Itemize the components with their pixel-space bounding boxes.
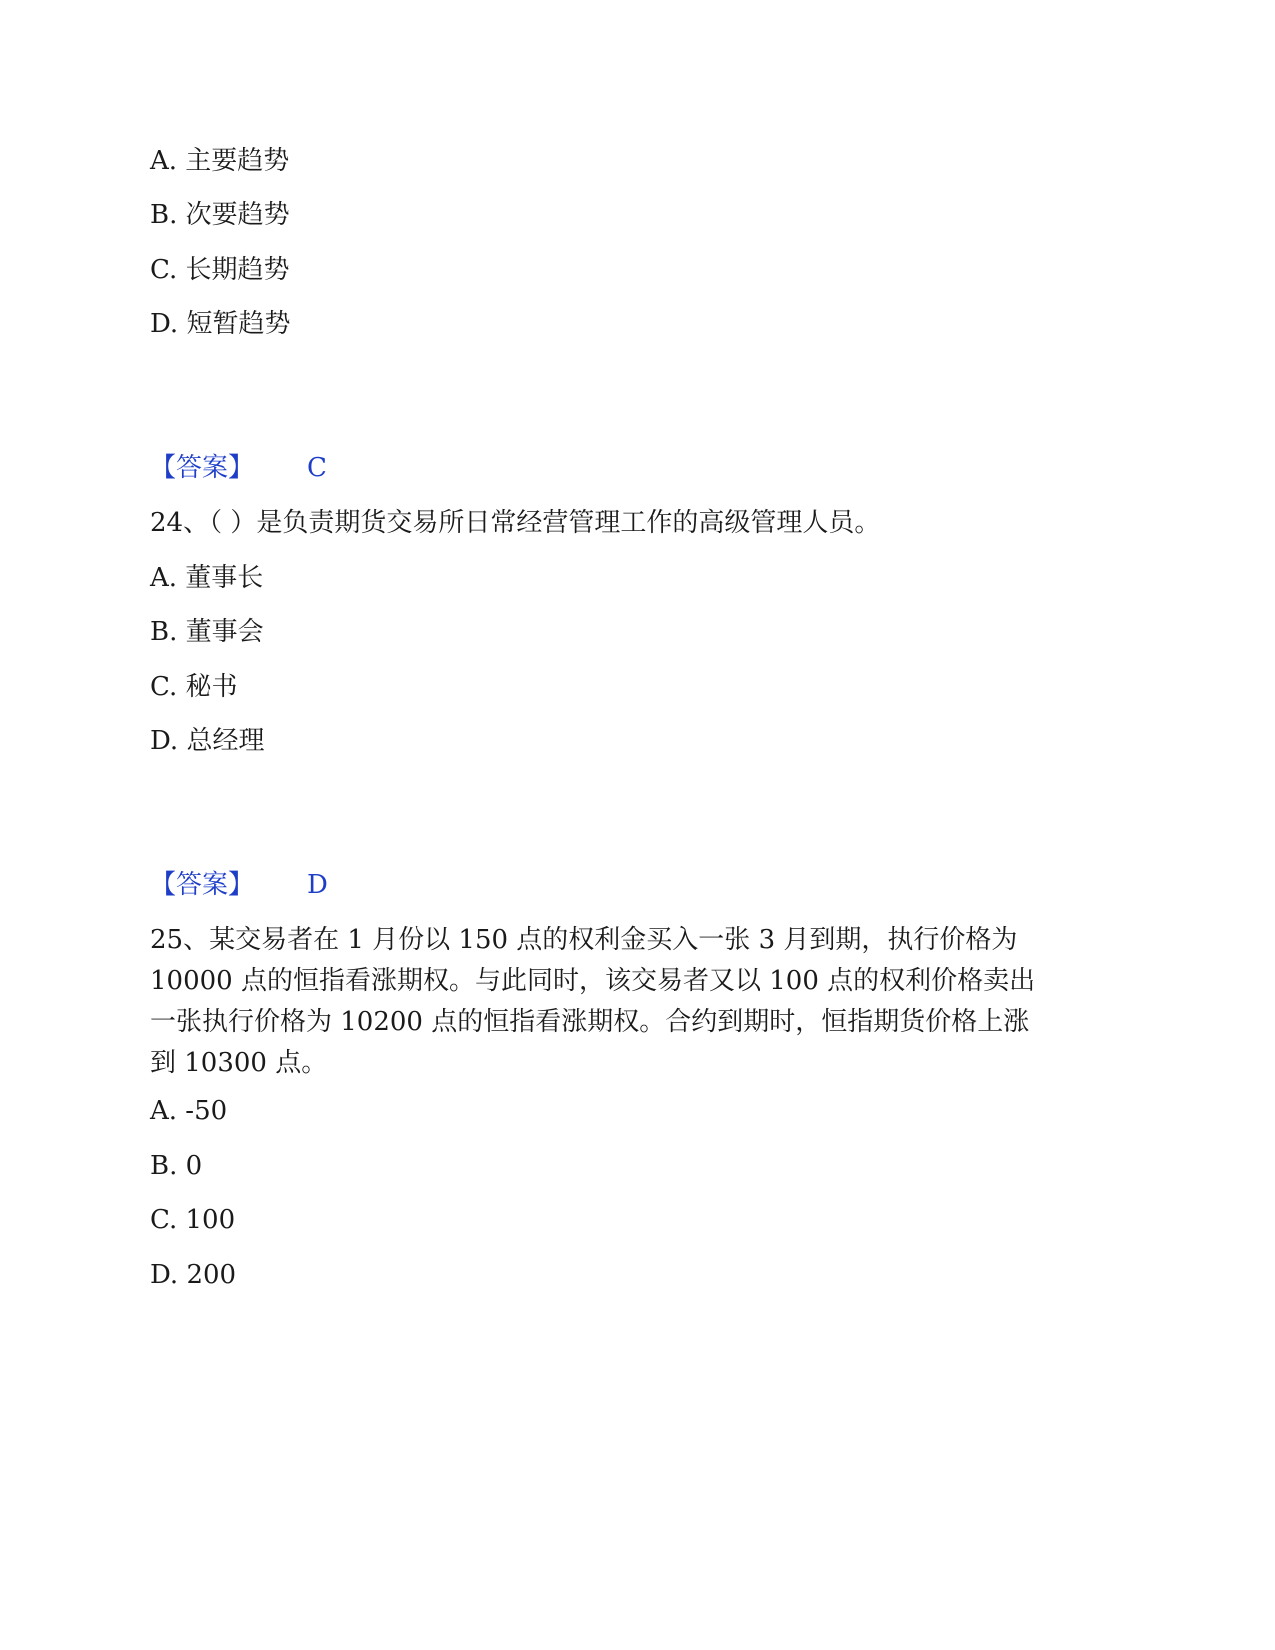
option-b: B. 董事会: [150, 617, 264, 647]
question-line: 10000 点的恒指看涨期权。与此同时，该交易者又以 100 点的权利价格卖出: [150, 966, 1036, 996]
answer-label: 【答案】: [150, 870, 255, 900]
question-24-text: 24、（ ）是负责期货交易所日常经营管理工作的高级管理人员。: [150, 508, 881, 538]
option-b: B. 次要趋势: [150, 200, 290, 230]
answer-value: C: [307, 453, 327, 483]
option-c: C. 秘书: [150, 672, 238, 702]
option-d: D. 200: [150, 1260, 237, 1290]
answer-row: [150, 868, 328, 902]
option-b: B. 0: [150, 1151, 203, 1181]
option-c: C. 长期趋势: [150, 255, 290, 285]
answer-value: D: [307, 870, 328, 900]
option-d: D. 总经理: [150, 726, 265, 756]
option-a: A. 主要趋势: [150, 146, 290, 176]
answer-label: 【答案】: [150, 453, 255, 483]
question-line: 到 10300 点。: [150, 1048, 328, 1078]
question-25-text: [150, 920, 1110, 1084]
question-line: 25、某交易者在 1 月份以 150 点的权利金买入一张 3 月到期，执行价格为: [150, 925, 1018, 955]
option-c: C. 100: [150, 1205, 236, 1235]
answer-row: [150, 451, 327, 485]
option-d: D. 短暂趋势: [150, 309, 291, 339]
question-line: 一张执行价格为 10200 点的恒指看涨期权。合约到期时，恒指期货价格上涨: [150, 1007, 1030, 1037]
option-a: A. 董事长: [150, 563, 264, 593]
option-a: A. -50: [150, 1096, 228, 1126]
